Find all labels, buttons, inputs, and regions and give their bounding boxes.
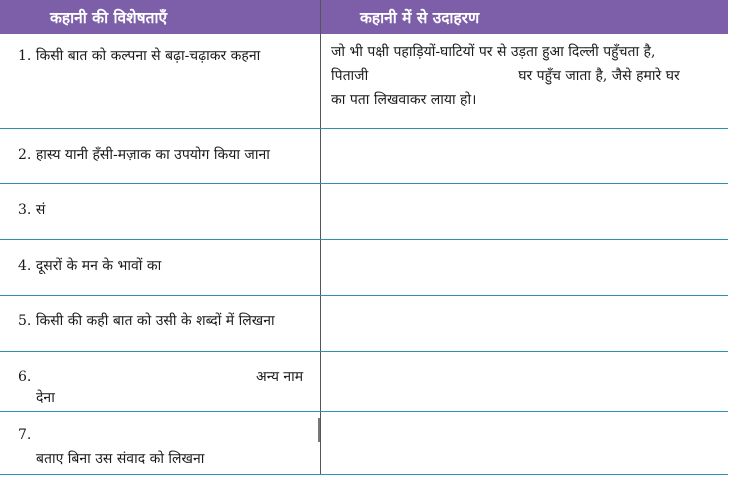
row-divider	[0, 411, 728, 412]
row-1-example	[331, 40, 726, 112]
row-number: 5.	[18, 313, 32, 329]
row-6-text: अन्य नाम	[256, 369, 304, 385]
row-divider	[0, 239, 728, 240]
example-line: जो भी पक्षी पहाड़ियों-घाटियों पर से उड़ता हुआ दिल्ली पहुँचता है,	[331, 44, 656, 60]
example-fragment: पिताजी	[331, 68, 369, 84]
row-divider	[0, 183, 728, 184]
row-text: सं	[35, 202, 46, 218]
row-number: 2.	[18, 147, 32, 163]
column-divider-mark	[318, 418, 320, 442]
row-number: 3.	[18, 202, 32, 218]
row-divider	[0, 295, 728, 296]
row-number: 1.	[18, 48, 32, 64]
row-divider	[0, 474, 728, 475]
header-features: कहानी की विशेषताएँ	[50, 8, 168, 27]
row-2-feature	[18, 143, 270, 167]
row-3-feature	[18, 198, 45, 222]
example-fragment: घर पहुँच जाता है, जैसे हमारे घर	[518, 68, 680, 84]
row-6-number: 6.	[18, 369, 32, 385]
row-number: 4.	[18, 258, 32, 274]
row-text: किसी की कही बात को उसी के शब्दों में लिखना	[35, 313, 275, 329]
row-6-text-cont: देना	[36, 390, 55, 406]
example-line	[331, 64, 726, 88]
column-divider	[320, 0, 321, 474]
row-divider	[0, 351, 728, 352]
row-7-text: बताए बिना उस संवाद को लिखना	[36, 451, 205, 467]
row-5-feature	[18, 309, 275, 333]
row-divider	[0, 128, 728, 129]
row-text: किसी बात को कल्पना से बढ़ा-चढ़ाकर कहना	[35, 48, 261, 64]
header-examples: कहानी में से उदाहरण	[360, 8, 480, 27]
row-1-feature	[18, 44, 260, 68]
row-text: दूसरों के मन के भावों का	[35, 258, 162, 274]
example-line: का पता लिखवाकर लाया हो।	[331, 92, 477, 108]
row-text: हास्य यानी हँसी-मज़ाक का उपयोग किया जाना	[35, 147, 270, 163]
row-7-number: 7.	[18, 427, 32, 443]
table-header	[0, 0, 728, 34]
row-4-feature	[18, 254, 161, 278]
